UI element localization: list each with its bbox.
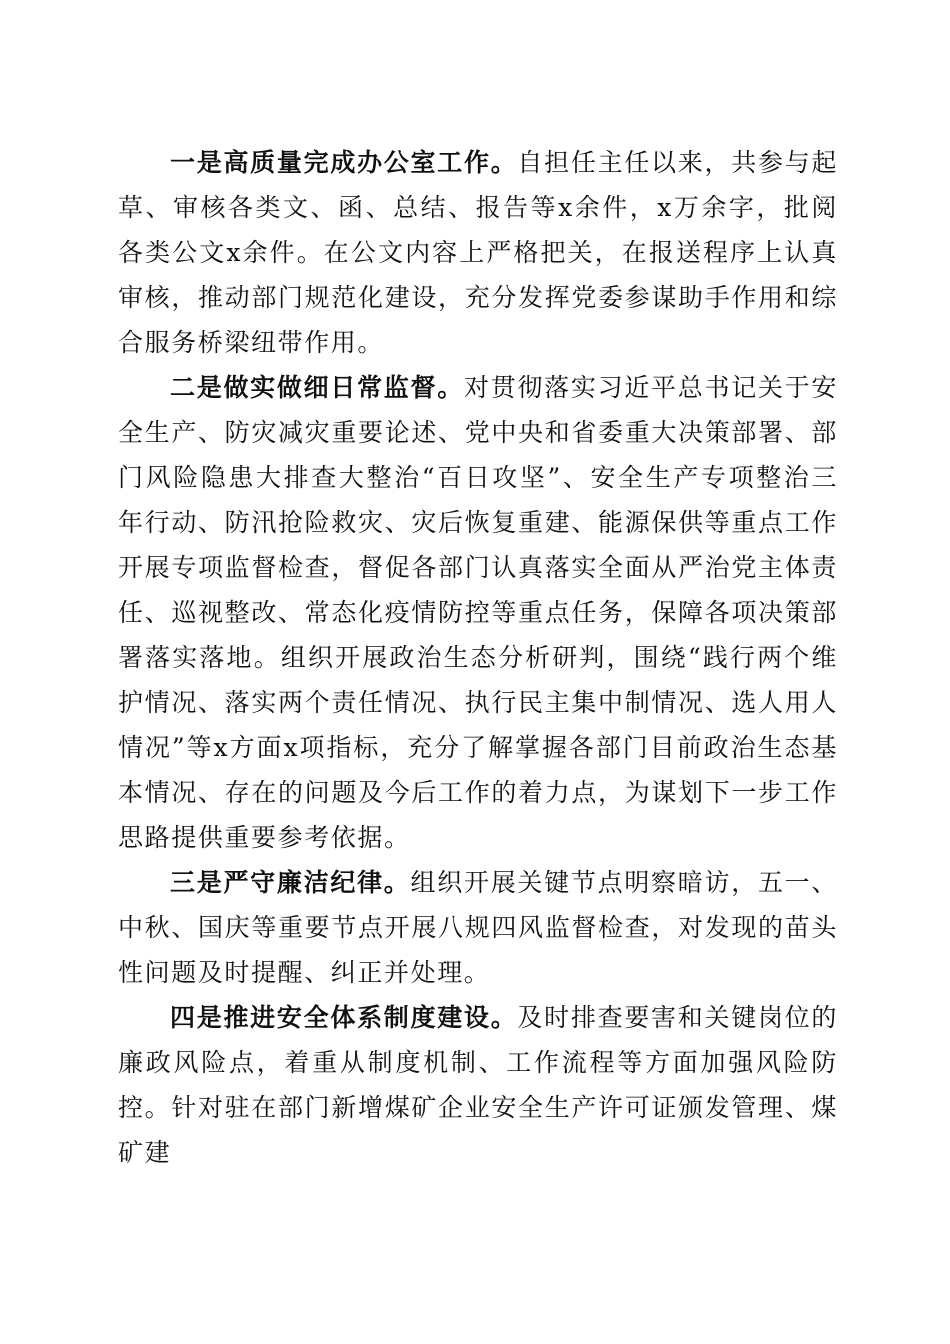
- paragraph-4-heading: 四是推进安全体系制度建设。: [170, 1003, 518, 1032]
- paragraph-1-body: 自担任主任以来，共参与起草、审核各类文、函、总结、报告等x余件，x万余字，批阅各类公文x余件。在公文内容上严格把关，在报送程序上认真审核，推动部门规范化建设，充分发挥党委参谋助手作用和综合服务桥梁纽带作用。: [118, 148, 838, 357]
- paragraph-2-heading: 二是做实做细日常监督。: [170, 373, 464, 402]
- paragraph-3: [118, 860, 838, 995]
- paragraph-2-body: 对贯彻落实习近平总书记关于安全生产、防灾减灾重要论述、党中央和省委重大决策部署、部门风险隐患大排查大整治“百日攻坚”、安全生产专项整治三年行动、防汛抢险救灾、灾后恢复重建、能源保供等重点工作开展专项监督检查，督促各部门认真落实全面从严治党主体责任、巡视整改、常态化疫情防控等重点任务，保障各项决策部署落实落地。组织开展政治生态分析研判，围绕“践行两个维护情况、落实两个责任情况、执行民主集中制情况、选人用人情况”等x方面x项指标，充分了解掌握各部门目前政治生态基本情况、存在的问题及今后工作的着力点，为谋划下一步工作思路提供重要参考依据。: [118, 373, 838, 852]
- document-page: [118, 140, 838, 1175]
- paragraph-4: [118, 995, 838, 1175]
- paragraph-3-body: 组织开展关键节点明察暗访，五一、中秋、国庆等重要节点开展八规四风监督检查，对发现的苗头性问题及时提醒、纠正并处理。: [118, 868, 838, 987]
- paragraph-4-body: 及时排查要害和关键岗位的廉政风险点，着重从制度机制、工作流程等方面加强风险防控。针对驻在部门新增煤矿企业安全生产许可证颁发管理、煤矿建: [118, 1003, 838, 1167]
- paragraph-1-heading: 一是高质量完成办公室工作。: [170, 148, 518, 177]
- paragraph-1: [118, 140, 838, 365]
- paragraph-2: [118, 365, 838, 860]
- paragraph-3-heading: 三是严守廉洁纪律。: [170, 868, 411, 897]
